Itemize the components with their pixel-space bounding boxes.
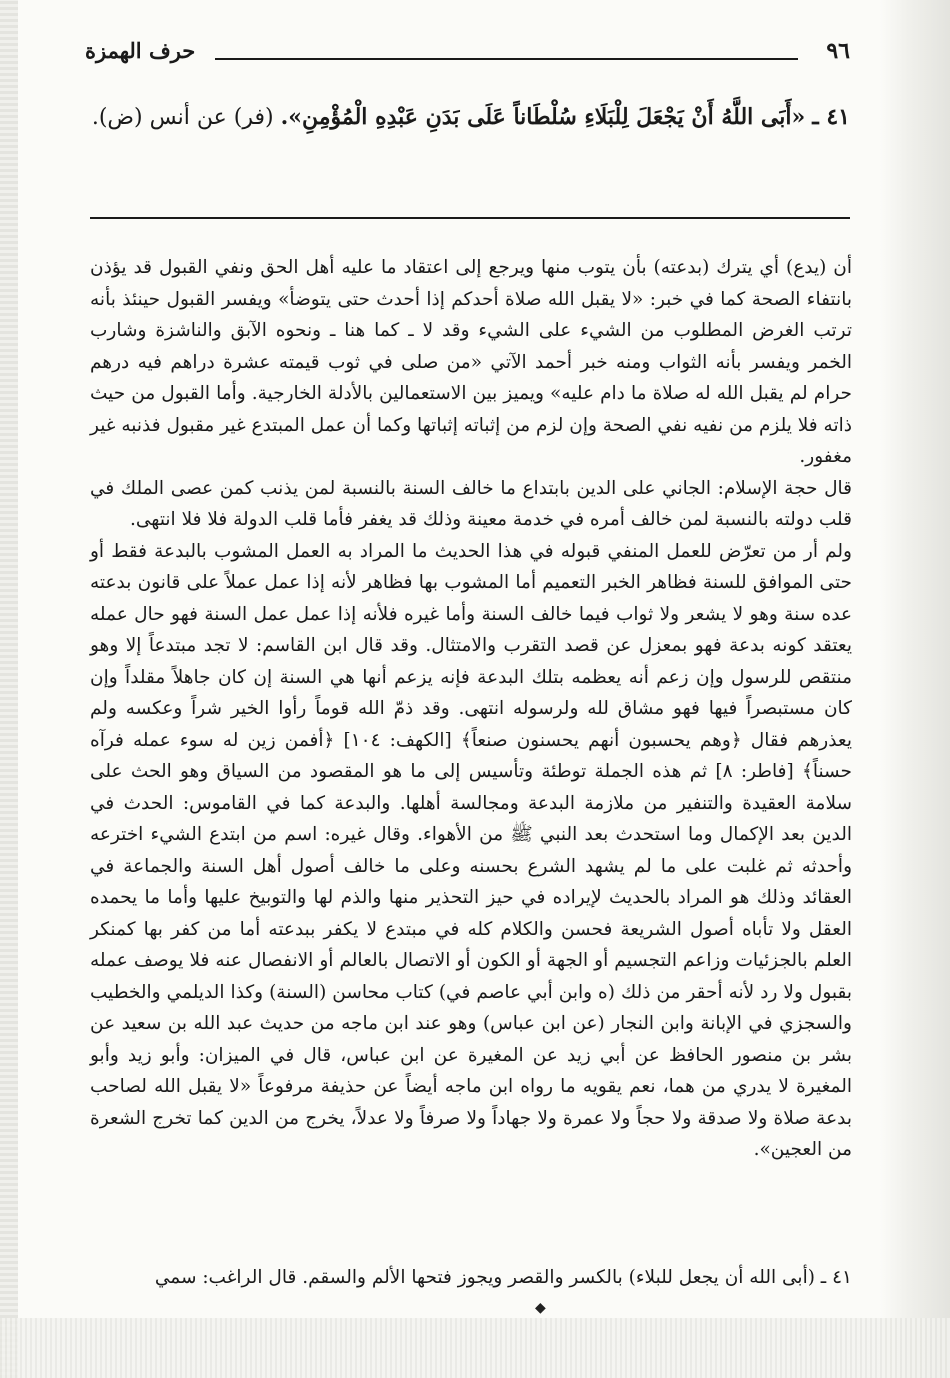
page-header [85, 38, 850, 72]
hadith-text-block [90, 92, 850, 143]
hadith-source: (فر) عن أنس (ض). [91, 105, 274, 130]
hadith-number: ٤١ ـ [812, 104, 850, 130]
commentary-block [90, 252, 852, 1166]
ink-mark: ◆ [535, 1300, 546, 1316]
final-note: ٤١ ـ (أبى الله أن يجعل للبلاء) بالكسر والقصر ويجوز فتحها الألم والسقم. قال الراغب: سمي [154, 1267, 852, 1288]
scan-edge-left [0, 0, 18, 1378]
commentary-paragraph: أن (يدع) أي يترك (بدعته) بأن يتوب منها ويرجع إلى اعتقاد ما عليه أهل الحق ونفي القبول قد يؤذن بانتفاء الصحة كما في خبر: «لا يقبل الله صلاة أحدكم إذا أحدث حتى يتوضأ» ويفسر القبول حينئذ بأنه ترتب الغرض المطلوب من الشيء على الشيء وقد لا ـ كما هنا ـ ونحوه الآبق والناشزة وشارب الخمر ويفسر بأنه الثواب ومنه خبر أحمد الآتي «من صلى في ثوب قيمته عشرة دراهم فيه درهم حرام لم يقبل الله له صلاة ما دام عليه» ويميز بين الاستعمالين بالأدلة الخارجية. وأما القبول من حيث ذاته فلا يلزم من نفيه نفي الصحة وإن لزم من إثباته إثباتها وكما أن عمل المبتدع غير مقبول فذنبه غير مغفور. [90, 257, 852, 467]
commentary-paragraph: ولم أر من تعرّض للعمل المنفي قبوله في هذا الحديث ما المراد به العمل المشوب بالبدعة فقط أو حتى الموافق للسنة فظاهر الخبر التعميم أما المشوب بها فظاهر لأنه إذا عمل عملاً على قانون بدعته عده سنة وهو لا يشعر ولا ثواب فيما خالف السنة وأما غيره فلأنه إذا عمل عمل السنة فهو حال عمله يعتقد كونه بدعة فهو بمعزل عن قصد التقرب والامتثال. وقد قال ابن القاسم: لا تجد مبتدعاً إلا وهو منتقص للرسول وإن زعم أنه يعظمه بتلك البدعة فإنه يزعم أنها هي السنة إن كان جاهلاً مقلداً وإن كان مستبصراً فيها فهو مشاق لله ولرسوله انتهى. وقد ذمّ الله قوماً رأوا الخير شراً وعكسه ولم يعذرهم فقال ﴿وهم يحسبون أنهم يحسنون صنعاً﴾ [الكهف: ١٠٤] ﴿أفمن زين له سوء عمله فرآه حسناً﴾ [فاطر: ٨] ثم هذه الجملة توطئة وتأسيس إلى ما هو المقصود من السياق وهو الحث على سلامة العقيدة والتنفير من ملازمة البدعة ومجالسة أهلها. والبدعة كما في القاموس: الحدث في الدين بعد الإكمال وما استحدث بعد النبي ﷺ من الأهواء. وقال غيره: اسم من ابتدع الشيء اخترعه وأحدثه ثم غلبت على ما لم يشهد الشرع بحسنه وعلى ما خالف أصول أهل السنة والجماعة في العقائد وذلك هو المراد بالحديث لإيراده في حيز التحذير منها والذم لها والتوبيخ عليها وأما ما يحمده العقل ولا تأباه أصول الشريعة فحسن والكلام كله في مبتدع لا يكفر ببدعته أما من كفر بها كمنكر العلم بالجزئيات وزاعم التجسيم أو الجهة أو الكون أو الاتصال بالعالم أو الانفصال عنه فلا يوصف عمله بقبول ولا رد لأنه أحقر من ذلك (ه وابن أبي عاصم في) كتاب محاسن (السنة) وكذا الديلمي والخطيب والسجزي في الإبانة وابن النجار (عن ابن عباس) وهو عند ابن ماجه من حديث عبد الله بن سعيد عن بشر بن منصور الحافظ عن أبي زيد عن المغيرة عن ابن عباس، قال في الميزان: وأبو زيد وأبو المغيرة لا يدري من هما، نعم يقويه ما رواه ابن ماجه أيضاً عن حذيفة مرفوعاً «لا يقبل الله لصاحب بدعة صلاة ولا صدقة ولا حجاً ولا عمرة ولا جهاداً ولا صرفاً ولا عدلاً، يخرج من الدين كما تخرج الشعرة من العجين». [90, 540, 852, 1160]
scan-edge-bottom [0, 1318, 950, 1378]
section-divider [90, 217, 850, 219]
chapter-title: حرف الهمزة [85, 38, 196, 63]
commentary-paragraph: قال حجة الإسلام: الجاني على الدين بابتداع ما خالف السنة بالنسبة لمن يذنب كمن عصى الملك في قلب دولته بالنسبة لمن خالف أمره في خدمة معينة وذلك قد يغفر فأما قلب الدولة فلا فلا انتهى. [90, 477, 852, 530]
hadith-text: «أَبَى اللَّهُ أَنْ يَجْعَلَ لِلْبَلَاءِ سُلْطَاناً عَلَى بَدَنِ عَبْدِهِ الْمُؤْمِنِ». [280, 104, 806, 130]
page-number: ٩٦ [826, 38, 850, 64]
header-rule [215, 58, 798, 60]
scan-edge-right [880, 0, 950, 1378]
